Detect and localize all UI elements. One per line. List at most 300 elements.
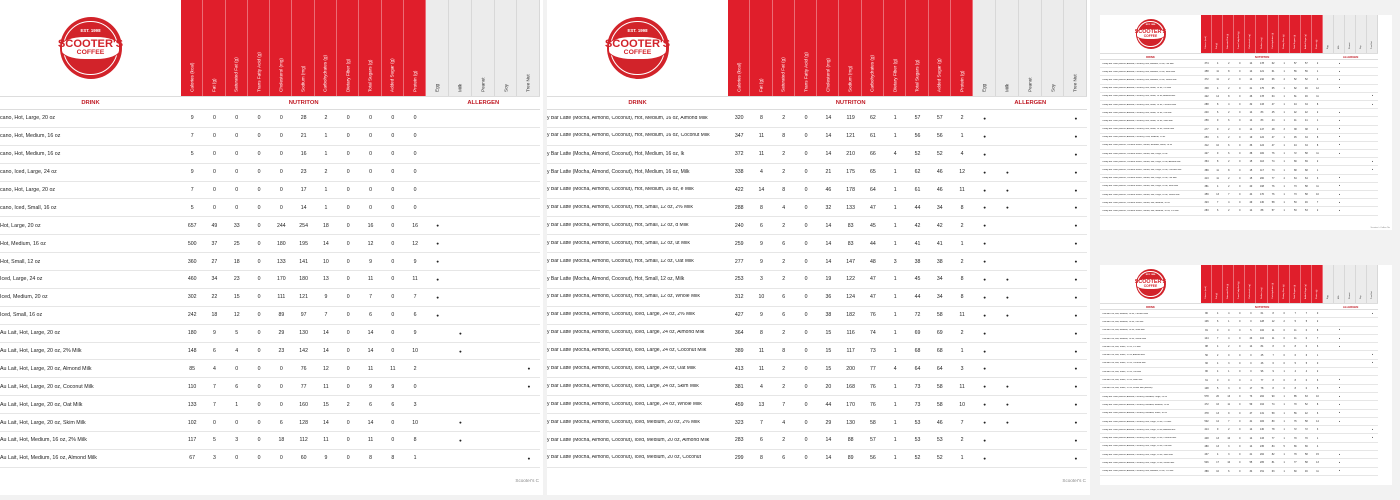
nutrition-value: 195 [299,240,308,247]
nutrition-value: 2 [413,365,417,372]
nutrition-value: 6 [782,455,786,462]
nutrition-value: 38 [1293,127,1297,131]
table-row [547,378,1087,396]
nutrition-col-header [337,0,359,96]
nutrition-value: 38 [936,258,943,265]
drink-name: y Bar Latte (Mocha, Almond, Coconut), Iced, Large, 24 oz, Almond Milk [547,330,705,336]
nutrition-value: 12 [1271,320,1275,324]
nutrition-value: 0 [235,187,239,193]
allergen-mark: ● [459,348,462,354]
scooters-logo [1136,269,1166,299]
allergen-mark: ● [1006,169,1009,175]
nutrition-value: 77 [870,365,876,372]
nutrition-col-header [1245,265,1256,303]
allergen-col-header [1356,265,1367,303]
nutrition-value: 8 [1316,135,1319,139]
nutrition-value: 7 [190,187,194,193]
nutrition-value: 1 [235,401,239,408]
nutrition-col-label: Added Sugar (g) [389,58,395,92]
nutrition-value: 0 [257,312,261,319]
drink-name: Candy Bar Latte (Mocha, Almond, Coconut), Hot, Large, 20 oz, Skim Milk [1102,453,1173,456]
nutrition-col-header [1212,15,1223,53]
nutrition-value: 29 [1249,201,1253,205]
nutrition-col-label: Calories (kcal) [736,62,742,92]
nutrition-value: 84 [1271,444,1275,448]
nutrition-value: 8 [760,115,763,122]
nutrition-value: 0 [257,294,261,301]
allergen-col-header [1323,15,1334,53]
nutrition-header [728,0,973,96]
allergen-mark: ● [1338,337,1341,340]
nutrition-value: 0 [804,312,808,319]
logo-band [604,36,671,60]
nutrition-value: 121 [846,133,855,140]
nutrition-value: 80 [1205,370,1208,374]
nutrition-col-label: Trans Fatty Acid (g) [1238,31,1241,49]
nutrition-value: 372 [734,151,744,158]
nutrition-value: 1 [893,294,897,301]
nutrition-value: 2 [1228,184,1230,188]
nutrition-value: 168 [846,383,855,390]
nutrition-value: 8 [760,204,763,211]
logo-wordmark: SCOOTER'S [57,38,124,50]
nutrition-value: 4 [1316,78,1319,82]
nutrition-value: 14 [825,258,832,265]
table-row [0,235,540,253]
nutrition-value: 0 [391,169,395,176]
nutrition-value: 0 [1239,103,1241,107]
nutrition-col-label: Total Sugars (g) [367,59,373,92]
nutrition-value: 34 [936,204,943,211]
nutrition-value: 184 [1260,420,1265,423]
nutrition-value: 2 [1228,176,1230,180]
allergen-mark: ● [1371,312,1374,315]
nutrition-value: 14 [1249,111,1253,115]
nutrition-value: 42 [914,222,921,229]
allergen-col-label: Egg [1327,45,1330,49]
nutrition-value: 0 [346,187,350,193]
nutrition-value: 32 [1249,103,1253,107]
allergen-mark: ● [1074,241,1078,247]
allergen-mark: ● [1074,276,1078,282]
allergen-mark: ● [1338,403,1341,406]
allergen-col-header [996,0,1019,96]
nutrition-value: 14 [323,348,329,355]
allergen-mark: ● [1371,354,1374,357]
nutrition-value: 1 [1283,469,1285,473]
nutrition-value: 84 [1260,345,1264,349]
allergen-col-label: Soy [1360,295,1363,299]
nutrition-value: 7 [760,419,763,426]
nutrition-value: 6 [369,312,372,319]
nutrition-value: 0 [804,240,808,247]
nutrition-col-header [839,0,861,96]
nutrition-value: 10 [412,419,418,426]
allergen-mark: ● [1074,205,1078,211]
nutrition-value: 0 [213,419,216,426]
nutrition-value: 0 [257,258,261,265]
nutrition-value: 0 [391,222,395,229]
nutrition-value: 9 [391,383,395,390]
nutrition-value: 117 [846,348,855,355]
nutrition-value: 46 [1249,94,1253,98]
allergen-mark: ● [983,330,987,336]
section-header-row [0,96,540,110]
allergen-mark: ● [1074,384,1078,390]
allergen-mark: ● [1074,115,1078,121]
nutrition-value: 14 [825,455,832,462]
drink-name: y Bar Latte (Mocha, Almond, Coconut), Hot, Small, 12 oz, Oat Milk [547,258,694,264]
nutrition-value: 1 [1283,70,1285,74]
nutrition-value: 0 [1216,328,1219,332]
nutrition-value: 0 [1250,320,1252,324]
allergen-mark: ● [983,223,987,229]
nutrition-value: 15 [825,348,832,355]
nutrition-value: 5 [1294,320,1296,324]
nutrition-value: 9 [190,169,194,176]
allergen-mark: ● [983,402,987,408]
nutrition-value: 11 [1316,152,1319,156]
drink-name: cano, Hot, Medium, 16 oz [0,133,61,140]
nutrition-value: 4 [1216,312,1219,316]
allergen-col-label: Egg [1327,295,1330,299]
allergen-header [1323,265,1378,303]
nutrition-value: 5 [1305,361,1308,365]
nutrition-value: 34 [936,276,943,283]
nutrition-value: 34 [1305,103,1308,107]
nutrition-value: 85 [189,365,196,372]
nutrition-value: 47 [870,276,876,283]
nutrition-col-label: Total Sugars (g) [1293,34,1296,49]
nutrition-value: 79 [1293,453,1297,457]
logo-est-text: EST. 1998 [1145,274,1156,277]
drink-section-label: DRINK [1146,304,1155,309]
nutrition-value: 56 [1305,70,1308,74]
nutrition-value: 41 [1249,420,1253,423]
allergen-mark: ● [436,259,440,265]
nutrition-value: 8 [391,455,395,462]
nutrition-value: 2 [1228,78,1230,82]
nutrition-value: 9 [760,312,763,319]
nutrition-value: 102 [187,419,197,426]
nutrition-value: 14 [367,330,374,337]
table-row [1100,68,1378,76]
table-row [0,128,540,146]
nutrition-col-header [884,0,906,96]
nutrition-col-label: Protein (g) [412,70,418,92]
drink-name: Au Lait, Hot, Large, 20 oz, Oat Milk [0,401,83,408]
nutrition-header [1201,15,1323,53]
allergen-mark: ● [983,294,987,300]
nutrition-value: 148 [187,348,197,355]
logo-area [1100,15,1201,53]
nutrition-value: 15 [1316,453,1319,457]
nutrition-value: 5 [235,330,239,337]
table-row [1100,85,1378,93]
nutrition-value: 20 [1216,395,1219,399]
nutrition-col-label: Dietary Fiber (g) [1282,284,1285,299]
nutrition-value: 240 [734,222,744,229]
nutrition-col-label: Fat (g) [1216,43,1219,49]
nutrition-value: 17 [1249,386,1253,390]
allergen-mark: ● [459,330,462,336]
nutrition-value: 312 [734,294,744,301]
nutrition-value: 104 [1260,337,1265,341]
scooters-logo [1136,19,1166,49]
nutrition-value: 6 [782,240,786,247]
logo-wordmark: SCOOTER'S [1134,28,1167,35]
nutrition-value: 0 [1228,328,1230,332]
nutrition-value: 2 [1316,111,1319,115]
nutrition-value: 4 [1283,78,1285,82]
allergen-header [426,0,540,96]
nutrition-col-header [1301,15,1312,53]
table-row [1100,468,1378,476]
nutrition-value: 77 [1293,461,1297,465]
table-row [1100,310,1378,318]
nutrition-value: 2 [324,115,328,122]
nutrition-value: 14 [825,151,832,158]
nutrition-value: 69 [914,330,921,337]
nutrition-value: 2 [1316,160,1319,164]
nutrition-value: 46 [1305,469,1308,473]
nutrition-value: 1 [893,240,897,247]
nutrition-value: 53 [1293,201,1297,205]
table-row [1100,410,1378,418]
nutrition-value: 1 [1283,184,1285,188]
nutrition-value: 0 [1239,111,1241,115]
nutrition-value: 61 [914,187,921,193]
nutrition-value: 1 [960,240,964,247]
table-row [547,325,1087,343]
nutrition-value: 133 [187,401,197,408]
nutrition-value: 80 [1271,420,1275,423]
drink-section-label: DRINK [1146,54,1155,59]
allergen-section-label: ALLERGEN [1342,304,1359,309]
drink-name: Candy Bar Latte (Mocha, Almond, Coconut), Hot, Large, 20 oz, Almond Milk [1102,428,1176,431]
allergen-mark: ● [1074,455,1078,461]
nutrition-col-label: Sodium (mg) [1260,287,1263,299]
nutrition-value: 0 [1239,395,1241,399]
nutrition-value: 0 [279,151,283,158]
allergen-mark: ● [527,455,531,461]
nutrition-value: 0 [213,204,216,211]
nutrition-value: 0 [257,437,261,444]
nutrition-value: 83 [1260,119,1264,123]
nutrition-col-label: Fat (g) [1216,293,1219,299]
allergen-mark: ● [1338,144,1341,147]
nutrition-value: 11 [1271,328,1275,332]
drink-name: Candy Bar Latte (Mocha, Almond, Coconut), Hot, Medium, 20 oz, Whole Milk [1102,78,1177,81]
nutrition-value: 0 [1239,184,1241,188]
nutrition-value: 546 [1204,461,1209,465]
nutrition-value: 8 [1272,312,1274,316]
allergen-mark: ● [1338,387,1341,390]
nutrition-value: 124 [1260,143,1265,147]
nutrition-value: 9 [213,330,216,337]
nutrition-value: 1 [1283,403,1285,407]
nutrition-value: 8 [1294,386,1296,390]
nutrition-value: 8 [960,204,964,211]
table-row [1100,117,1378,125]
allergen-mark: ● [1074,420,1078,426]
nutrition-value: 11 [959,312,965,319]
nutrition-col-label: Trans Fatty Acid (g) [256,52,262,92]
nutrition-value: 11 [323,383,329,390]
nutrition-value: 8 [1272,345,1274,349]
nutrition-value: 0 [1305,386,1308,390]
nutrition-value: 0 [391,133,395,140]
nutrition-value: 1 [893,204,897,211]
nutrition-value: 0 [235,133,239,140]
nutrition-value: 1 [1283,209,1285,213]
nutrition-value: 6 [782,312,786,319]
nutrition-col-header [359,0,381,96]
nutrition-value: 1 [413,455,417,462]
nutrition-value: 1 [324,204,328,211]
logo-band [57,36,124,60]
nutrition-value: 1 [960,133,964,140]
nutrition-value: 413 [1204,176,1209,180]
nutrition-value: 5 [190,151,194,158]
nutrition-value: 364 [734,330,744,337]
allergen-mark: ● [1006,312,1009,318]
nutrition-value: 53 [914,437,921,444]
drink-name: Candy Bar Latte (Mocha, Almond, Coconut), Hot, Medium, 20 oz, Skim Milk [1102,70,1176,73]
nutrition-value: 4 [960,151,964,158]
nutrition-value: 58 [1305,453,1308,457]
nutrition-value: 52 [936,151,943,158]
nutrition-value: 0 [257,169,261,176]
allergen-mark: ● [1006,205,1009,211]
table-row [547,164,1087,182]
drink-name: Candy Bar Latte (Mocha, Almond, Coconut), Hot, Large, 20 oz, Coconut Milk [1102,437,1177,440]
nutrition-value: 11 [367,276,374,283]
nutrition-value: 32 [825,204,832,211]
nutrition-value: 12 [323,365,329,372]
nutrition-value: 0 [1250,312,1252,316]
nutrition-value: 48 [1271,127,1275,131]
nutrition-value: 0 [1239,411,1241,415]
nutrition-value: 0 [1316,312,1319,316]
drink-name: Cafe Au Lait, Hot, Small, 12 oz, Coconut Milk [1102,362,1146,365]
nutrition-value: 73 [1293,184,1297,188]
drink-name: Cafe Au Lait, Hot, Medium, 16 oz, Coconut Milk [1102,312,1148,315]
nutrition-value: 88 [1205,345,1208,349]
nutrition-value: 89 [847,455,854,462]
nutrition-col-header [1312,15,1323,53]
nutrition-value: 0 [1239,78,1241,82]
allergen-col-header [495,0,518,96]
table-row [1100,101,1378,109]
nutrition-value: 44 [914,294,921,301]
table-row [1100,426,1378,434]
allergen-mark: ● [1074,294,1078,300]
nutrition-value: 0 [1305,345,1308,349]
nutrition-value: 1 [893,419,897,426]
drink-name: Au Lait, Hot, Medium, 16 oz, Almond Milk [0,455,97,462]
allergen-mark: ● [1338,470,1341,473]
allergen-mark: ● [436,223,440,229]
nutrition-value: 170 [1260,193,1265,197]
nutrition-section-label: NUTRITON [288,100,319,106]
nutrition-value: 0 [369,204,372,211]
nutrition-value: 66 [1293,444,1297,448]
nutrition-value: 3 [1283,127,1285,131]
nutrition-value: 53 [914,419,921,426]
nutrition-value: 90 [1271,395,1275,399]
nutrition-col-label: Saturated Fat (g) [1227,33,1230,49]
nutrition-value: 2 [1316,320,1319,324]
nutrition-value: 0 [804,133,808,140]
nutrition-value: 2 [782,437,786,444]
table-row [1100,327,1378,335]
nutrition-value: 0 [213,169,216,176]
nutrition-value: 46 [936,419,943,426]
table-row [0,199,540,217]
nutrition-value: 6 [1316,378,1319,382]
table-row [1100,76,1378,84]
nutrition-value: 1 [1283,103,1285,107]
nutrition-value: 2 [1228,62,1230,66]
nutrition-value: 283 [734,437,744,444]
nutrition-value: 14 [1216,94,1219,98]
logo-subword: COFFEE [1143,284,1158,289]
table-row [1100,60,1378,68]
nutrition-value: 0 [1305,378,1308,382]
drink-name: Candy Bar Latte (Mocha, Coconut Sauce, Vanilla, Hot, Large, 20 oz, Skim Milk [1102,185,1179,188]
nutrition-value: 1 [893,133,897,140]
nutrition-value: 14 [323,419,329,426]
nutrition-value: 8 [1316,328,1319,332]
allergen-mark: ● [1371,362,1374,365]
nutrition-value: 0 [1239,119,1241,123]
nutrition-value: 57 [1271,209,1275,213]
nutrition-value: 56 [870,455,876,462]
nutrition-value: 72 [914,312,921,319]
nutrition-value: 8 [1228,70,1230,74]
nutrition-value: 2 [1228,86,1230,90]
nutrition-value: 0 [346,133,350,140]
nutrition-value: 0 [804,115,808,122]
drink-name: y Bar Latte (Mocha, Almond, Coconut), Hot, Medium, 16 oz, Coconut Milk [547,133,710,139]
nutrition-header [181,0,426,96]
nutrition-value: 0 [346,169,350,176]
nutrition-value: 2 [782,169,786,176]
nutrition-value: 11 [758,133,765,140]
nutrition-value: 29 [825,419,832,426]
nutrition-value: 16 [1216,403,1219,407]
nutrition-value: 389 [1204,168,1209,172]
nutrition-value: 76 [870,312,876,319]
nutrition-value: 2 [960,222,964,229]
nutrition-value: 0 [1228,353,1230,357]
nutrition-value: 0 [1239,320,1241,324]
logo-area [0,0,181,96]
nutrition-value: 2 [1228,428,1230,432]
nutrition-value: 147 [846,258,855,265]
nutrition-value: 0 [391,276,395,283]
nutrition-value: 59 [1249,403,1253,407]
nutrition-value: 5 [1250,328,1252,332]
nutrition-value: 0 [804,169,808,176]
allergen-mark: ● [1371,428,1374,431]
nutrition-value: 1 [1283,168,1285,172]
nutrition-value: 1 [1283,152,1285,156]
nutrition-value: 41 [1293,119,1297,123]
allergen-mark: ● [1338,201,1341,204]
nutrition-value: 0 [413,169,417,176]
